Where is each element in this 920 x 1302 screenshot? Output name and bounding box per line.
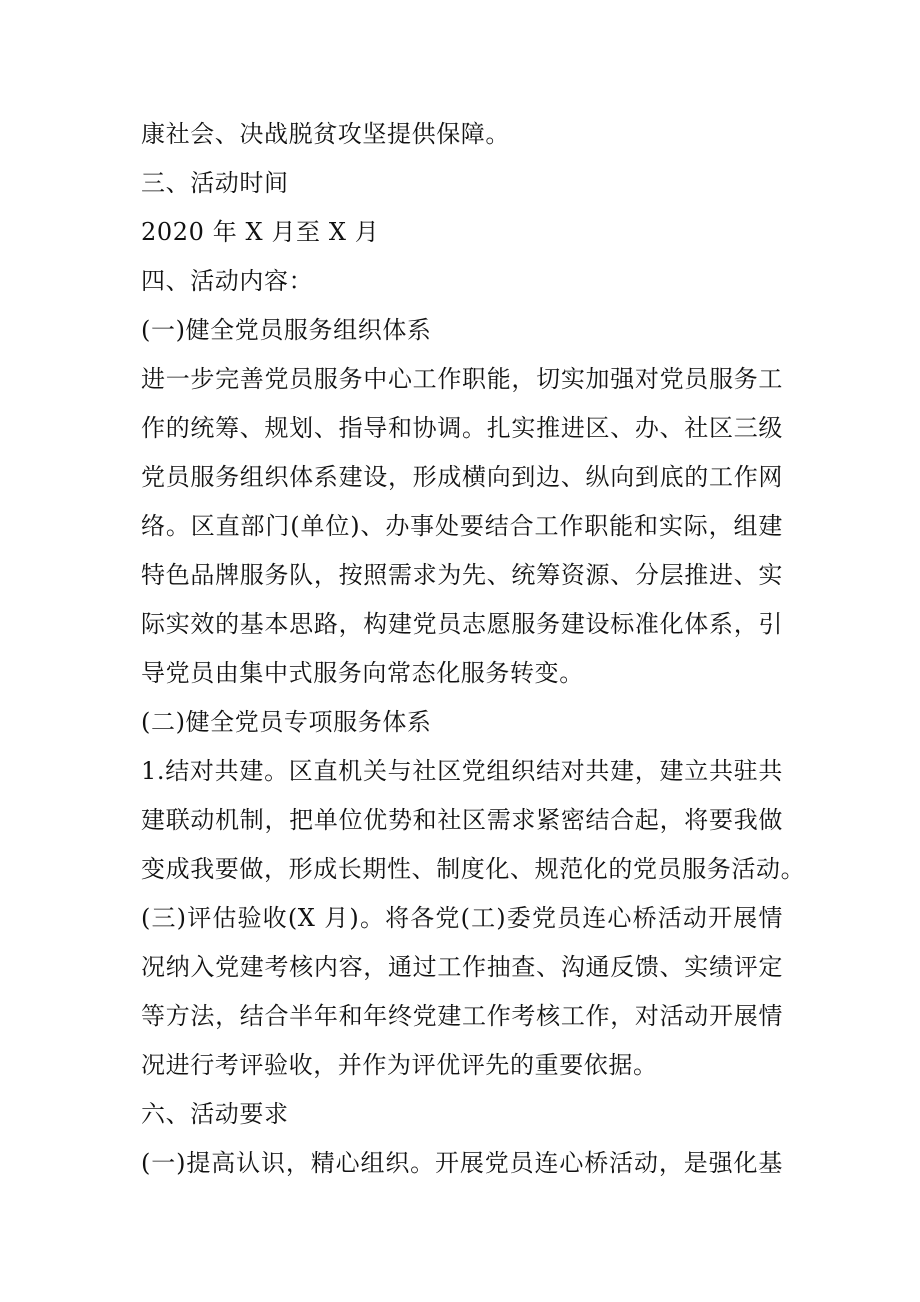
document-body [141,110,806,1188]
text-line: 况进行考评验收，并作为评优评先的重要依据。 [141,1051,658,1079]
text-line: 况纳入党建考核内容，通过工作抽查、沟通反馈、实绩评定 [141,953,783,981]
text-line: 2020 年 X 月至 X 月 [141,218,380,246]
text-line: 变成我要做，形成长期性、制度化、规范化的党员服务活动。 [141,855,806,883]
subsection-heading: (一)健全党员服务组织体系 [141,316,432,344]
text-line: 建联动机制，把单位优势和社区需求紧密结合起，将要我做 [141,806,783,834]
text-line: 作的统筹、规划、指导和协调。扎实推进区、办、社区三级 [141,414,783,442]
text-line: 络。区直部门(单位)、办事处要结合工作职能和实际，组建 [141,512,783,540]
section-heading: 六、活动要求 [141,1100,289,1128]
section-heading: 四、活动内容： [141,267,314,295]
text-line: 导党员由集中式服务向常态化服务转变。 [141,659,584,687]
text-line: 康社会、决战脱贫攻坚提供保障。 [141,120,510,148]
text-line: 特色品牌服务队，按照需求为先、统筹资源、分层推进、实 [141,561,783,589]
section-heading: 三、活动时间 [141,169,289,197]
text-line: 党员服务组织体系建设，形成横向到边、纵向到底的工作网 [141,463,783,491]
text-line: (三)评估验收(X 月)。将各党(工)委党员连心桥活动开展情 [141,904,783,932]
text-line: 际实效的基本思路，构建党员志愿服务建设标准化体系，引 [141,610,783,638]
text-line: 1.结对共建。区直机关与社区党组织结对共建，建立共驻共 [141,757,783,785]
text-line: (一)提高认识，精心组织。开展党员连心桥活动，是强化基 [141,1149,783,1177]
text-line: 等方法，结合半年和年终党建工作考核工作，对活动开展情 [141,1002,783,1030]
text-line: 进一步完善党员服务中心工作职能，切实加强对党员服务工 [141,365,783,393]
subsection-heading: (二)健全党员专项服务体系 [141,708,432,736]
